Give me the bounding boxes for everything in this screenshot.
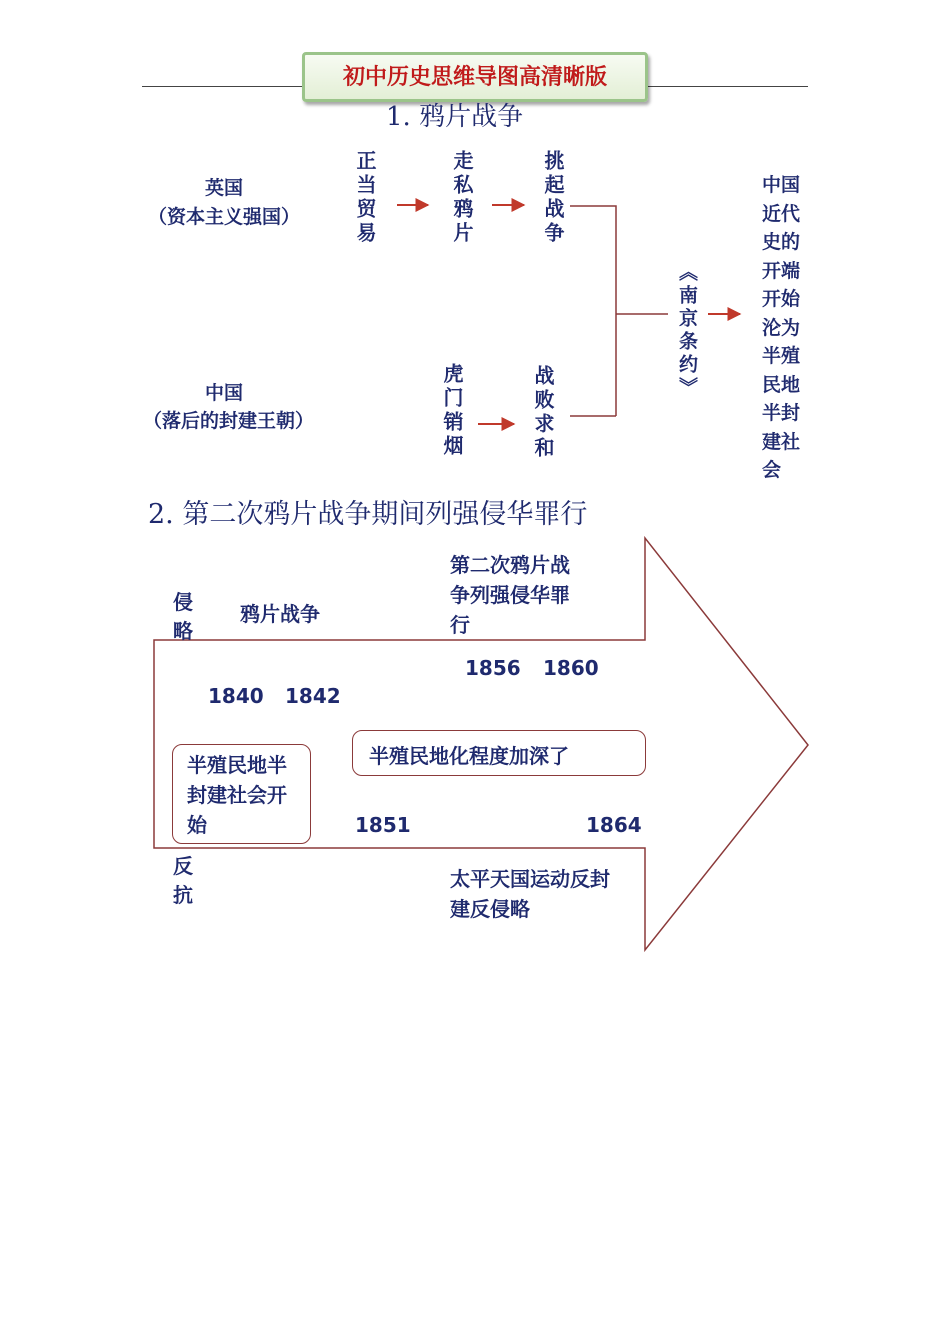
box-semi-colonial-deepen-text: 半殖民地化程度加深了 bbox=[369, 744, 569, 768]
box-semi-colonial-start-text: 半殖民地半封建社会开始 bbox=[187, 753, 287, 837]
china-name: 中国 bbox=[205, 382, 244, 404]
section2-title: 2. 第二次鸦片战争期间列强侵华罪行 bbox=[148, 499, 588, 530]
box-semi-colonial-deepen bbox=[352, 730, 646, 776]
box-semi-colonial-start bbox=[172, 744, 311, 844]
result-col1: 中国近代史的开端 bbox=[762, 174, 801, 282]
aggression-label: 侵略 bbox=[173, 590, 193, 643]
year-1856: 1856 bbox=[465, 656, 521, 680]
taiping-label: 太平天国运动反封建反侵略 bbox=[450, 867, 610, 921]
resistance-label: 反抗 bbox=[173, 854, 193, 907]
treaty-nanjing: 《南京条约》 bbox=[676, 262, 698, 400]
section1-title: 1. 鸦片战争 bbox=[386, 102, 524, 132]
year-1840: 1840 bbox=[208, 684, 264, 708]
opium-war-label: 鸦片战争 bbox=[240, 602, 320, 626]
year-1864: 1864 bbox=[586, 813, 642, 837]
step-start-war: 挑起战争 bbox=[541, 150, 565, 246]
year-1860: 1860 bbox=[543, 656, 599, 680]
china-desc: （落后的封建王朝） bbox=[143, 410, 315, 432]
step-opium-smuggling: 走私鸦片 bbox=[450, 150, 474, 246]
year-1851: 1851 bbox=[355, 813, 411, 837]
step-defeat: 战败求和 bbox=[531, 365, 555, 461]
result-col2: 开始沦为半殖民地半封建社会 bbox=[762, 288, 801, 481]
header-banner: 初中历史思维导图高清晰版 bbox=[302, 52, 648, 102]
step-legal-trade: 正当贸易 bbox=[353, 150, 377, 246]
britain-desc: （资本主义强国） bbox=[148, 206, 301, 228]
britain-name: 英国 bbox=[205, 177, 244, 199]
year-1842: 1842 bbox=[285, 684, 341, 708]
second-war-label: 第二次鸦片战争列强侵华罪行 bbox=[450, 553, 570, 637]
step-humen-burning: 虎门销烟 bbox=[440, 363, 464, 459]
